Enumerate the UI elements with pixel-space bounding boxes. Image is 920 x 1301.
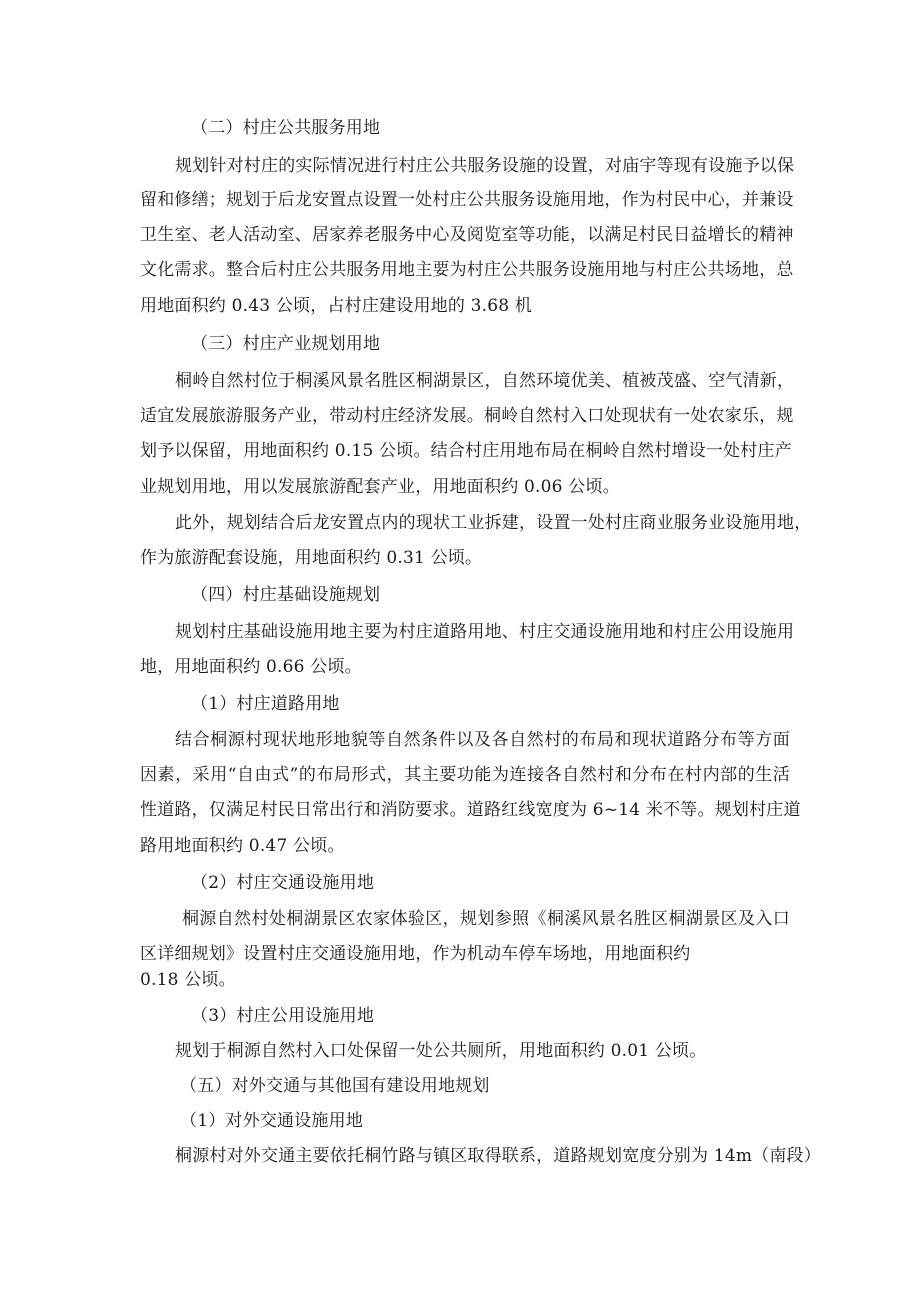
paragraph-line: 规划村庄基础设施用地主要为村庄道路用地、村庄交通设施用地和村庄公用设施用	[175, 622, 795, 642]
paragraph-line: 适宜发展旅游服务产业，带动村庄经济发展。桐岭自然村入口处现状有一处农家乐，规	[140, 406, 794, 426]
paragraph-line: 性道路，仅满足村民日常出行和消防要求。道路红线宽度为 6~14 米不等。规划村庄道	[140, 800, 801, 820]
paragraph-line: 留和修缮；规划于后龙安置点设置一处村庄公共服务设施用地，作为村民中心，并兼设	[140, 190, 794, 210]
paragraph-line: 区详细规划》设置村庄交通设施用地，作为机动车停车场地，用地面积约	[140, 944, 691, 964]
paragraph-line: 桐岭自然村位于桐溪风景名胜区桐湖景区，自然环境优美、植被茂盛、空气清新，	[175, 371, 795, 391]
subsection-heading: （1）对外交通设施用地	[180, 1111, 364, 1131]
section-heading: （四）村庄基础设施规划	[191, 585, 381, 605]
section-heading: （二）村庄公共服务用地	[191, 118, 381, 138]
paragraph-line: 规划于桐源自然村入口处保留一处公共厕所，用地面积约 0.01 公顷。	[175, 1041, 707, 1061]
paragraph-line: 用地面积约 0.43 公顷，占村庄建设用地的 3.68 机	[140, 296, 533, 316]
paragraph-line: 文化需求。整合后村庄公共服务用地主要为村庄公共服务设施用地与村庄公共场地，总	[140, 260, 794, 280]
paragraph-line: 地，用地面积约 0.66 公顷。	[140, 657, 362, 677]
paragraph-line: 桐源自然村处桐湖景区农家体验区，规划参照《桐溪风景名胜区桐湖景区及入口	[182, 909, 790, 929]
paragraph-line: 桐源村对外交通主要依托桐竹路与镇区取得联系，道路规划宽度分别为 14m（南段）	[175, 1146, 821, 1166]
section-heading: （三）村庄产业规划用地	[191, 334, 381, 354]
subsection-heading: （2）村庄交通设施用地	[191, 873, 375, 893]
paragraph-line: 作为旅游配套设施，用地面积约 0.31 公顷。	[140, 548, 483, 568]
paragraph-line: 结合桐源村现状地形地貌等自然条件以及各自然村的布局和现状道路分布等方面	[175, 730, 790, 750]
paragraph-line: 规划针对村庄的实际情况进行村庄公共服务设施的设置，对庙宇等现有设施予以保	[175, 156, 795, 176]
paragraph-line: 卫生室、老人活动室、居家养老服务中心及阅览室等功能，以满足村民日益增长的精神	[140, 225, 794, 245]
paragraph-line: 路用地面积约 0.47 公顷。	[140, 836, 345, 856]
paragraph-line: 划予以保留，用地面积约 0.15 公顷。结合村庄用地布局在桐岭自然村增设一处村庄产	[140, 441, 792, 461]
section-heading: （五）对外交通与其他国有建设用地规划	[180, 1076, 490, 1096]
paragraph-line: 0.18 公顷。	[140, 970, 236, 990]
paragraph-line: 因素，采用“自由式”的布局形式，其主要功能为连接各自然村和分布在村内部的生活	[140, 765, 790, 785]
subsection-heading: （3）村庄公用设施用地	[191, 1006, 375, 1026]
paragraph-line: 此外，规划结合后龙安置点内的现状工业拆建，设置一处村庄商业服务业设施用地，	[175, 513, 812, 533]
subsection-heading: （1）村庄道路用地	[191, 694, 340, 714]
paragraph-line: 业规划用地，用以发展旅游配套产业，用地面积约 0.06 公顷。	[140, 477, 620, 497]
